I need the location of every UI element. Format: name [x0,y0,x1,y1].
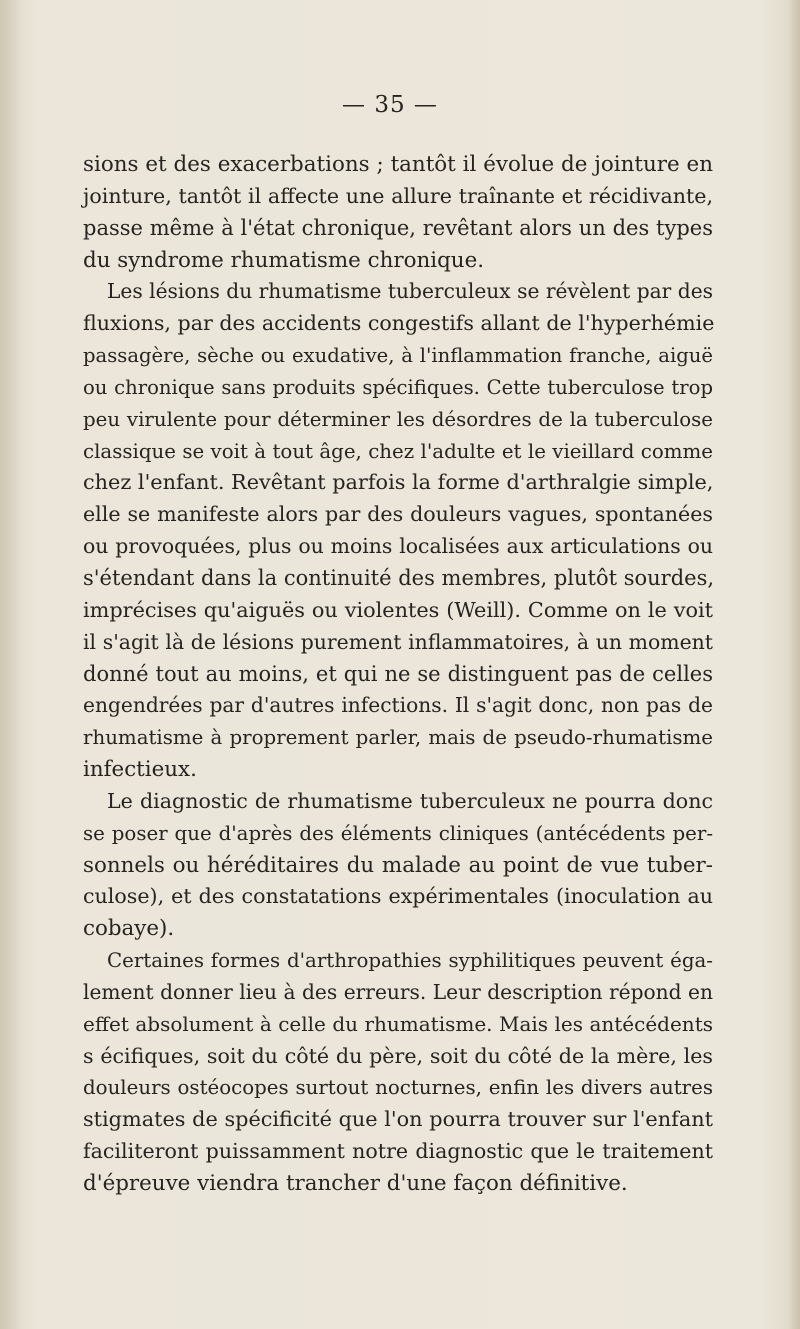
text-line: passe même à l'état chronique, revêtant alors un des types [83,215,713,240]
text-line: il s'agit là de lésions purement inflammatoires, à un moment [83,629,713,654]
text-line: classique se voit à tout âge, chez l'adulte et le vieillard comme [83,439,713,463]
text-line: passagère, sèche ou exudative, à l'inflammation franche, aiguë [83,344,713,368]
text-line: s'étendant dans la continuité des membres, plutôt sourdes, [83,565,715,590]
text-line: elle se manifeste alors par des douleurs vagues, spontanées [83,502,713,527]
body-text [83,149,713,1200]
text-line: rhumatisme à proprement parler, mais de pseudo-rhumatisme [83,726,713,750]
text-line: donné tout au moins, et qui ne se distinguent pas de celles [83,661,713,686]
page-number: — 35 — [342,92,438,118]
text-line: culose), et des constatations expérimentales (inoculation au [83,884,713,909]
text-line: imprécises qu'aiguës ou violentes (Weill). Comme on le voit [83,597,713,622]
text-line: chez l'enfant. Revêtant parfois la forme d'arthralgie simple, [83,470,714,495]
text-line: ou provoquées, plus ou moins localisées aux articulations ou [83,534,713,559]
text-line: ou chronique sans produits spécifiques. Cette tuberculose trop [83,375,713,399]
text-line: Le diagnostic de rhumatisme tuberculeux ne pourra donc [107,788,713,813]
text-line: peu virulente pour déterminer les désordres de la tuberculose [83,407,713,431]
text-line: cobaye). [83,916,175,942]
text-line: du syndrome rhumatisme chronique. [83,247,485,273]
text-line: jointure, tantôt il affecte une allure traînante et récidivante, [83,183,713,208]
text-line: stigmates de spécificité que l'on pourra trouver sur l'enfant [83,1107,713,1132]
text-line: fluxions, par des accidents congestifs allant de l'hyperhémie [83,311,715,336]
page-gutter-shadow [0,0,22,1329]
text-line: sonnels ou héréditaires du malade au point de vue tuber- [83,852,713,878]
text-line: Les lésions du rhumatisme tuberculeux se révèlent par des [107,279,713,304]
text-line: se poser que d'après des éléments cliniques (antécédents per- [83,821,713,845]
text-line: engendrées par d'autres infections. Il s'agit donc, non pas de [83,693,713,718]
page-edge-shadow [788,0,800,1329]
text-line: s écifiques, soit du côté du père, soit du côté de la mère, les [83,1043,713,1068]
text-line: faciliteront puissamment notre diagnostic que le traitement [83,1139,713,1164]
text-line: infectieux. [83,757,197,783]
text-line: lement donner lieu à des erreurs. Leur description répond en [83,979,713,1004]
text-line: Certaines formes d'arthropathies syphilitiques peuvent éga- [107,949,713,973]
text-line: d'épreuve viendra trancher d'une façon définitive. [83,1171,628,1196]
text-line: douleurs ostéocopes surtout nocturnes, enfin les divers autres [83,1076,713,1100]
text-line: sions et des exacerbations ; tantôt il évolue de jointure en [83,152,713,177]
text-line: effet absolument à celle du rhumatisme. Mais les antécédents [83,1011,713,1036]
